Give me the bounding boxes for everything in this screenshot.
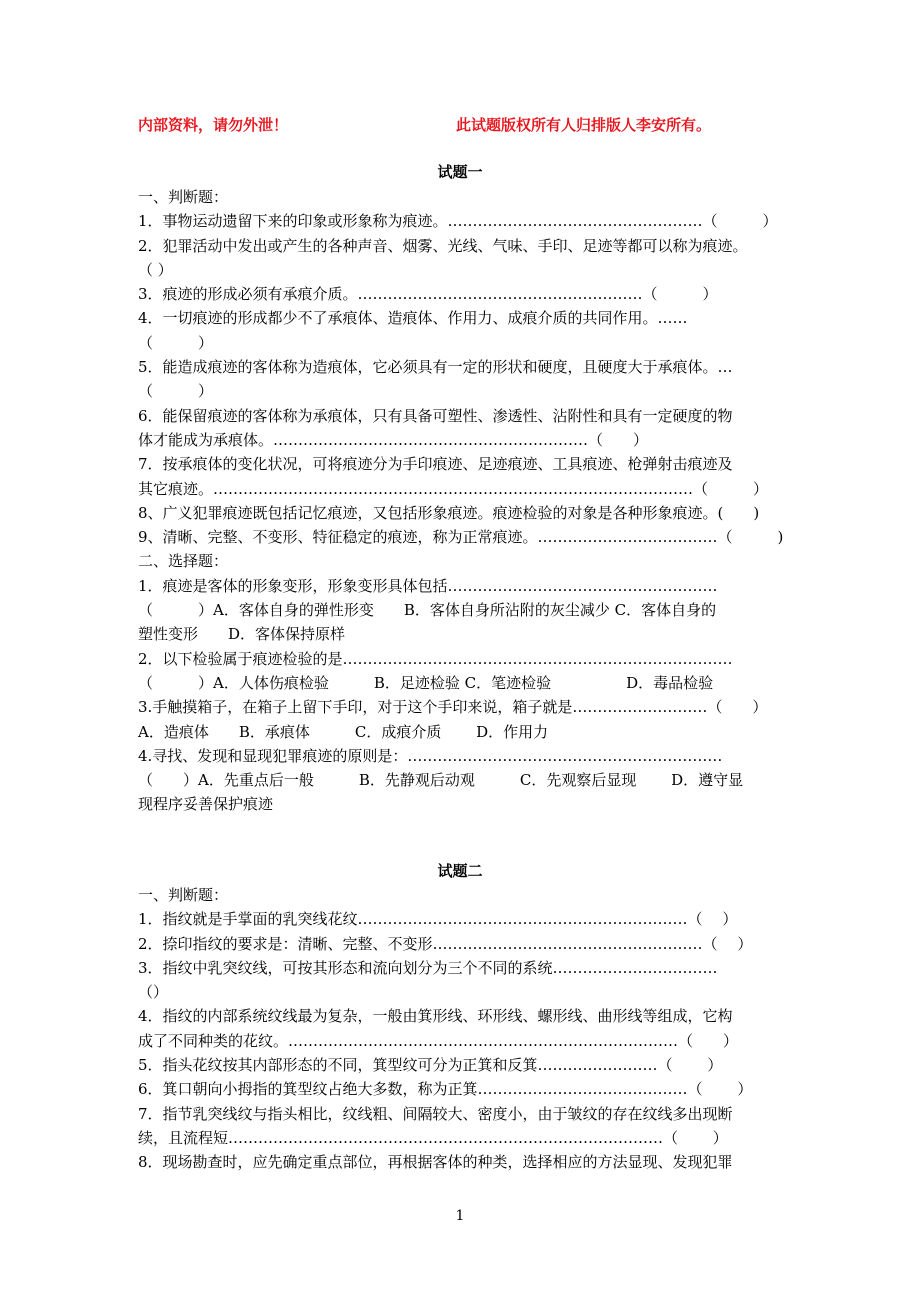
test-2-title: 试题二 xyxy=(437,862,483,880)
text-line: 6．箕口朝向小拇指的箕型纹占绝大多数，称为正箕……………………………………（ ） xyxy=(138,1080,753,1099)
text-line: 2．以下检验属于痕迹检验的是…………………………………………………………………… xyxy=(138,649,733,668)
text-line: （ ） xyxy=(138,333,214,352)
text-line: 现程序妥善保护痕迹 xyxy=(138,795,274,814)
text-line: 5．指头花纹按其内部形态的不同，箕型纹可分为正箕和反箕……………………（ ） xyxy=(138,1056,723,1075)
text-line: 4．一切痕迹的形成都少不了承痕体、造痕体、作用力、成痕介质的共同作用。…… xyxy=(138,309,688,328)
text-line: 3．痕迹的形成必须有承痕介质。…………………………………………………（ ） xyxy=(138,285,718,304)
text-line: 2．捺印指纹的要求是：清晰、完整、不变形………………………………………………（ ） xyxy=(138,934,753,953)
text-line: 塑性变形 D．客体保持原样 xyxy=(138,625,346,644)
text-line: 4．指纹的内部系统纹线最为复杂，一般由箕形线、环形线、螺形线、曲形线等组成，它构 xyxy=(138,1007,733,1026)
text-line: 6．能保留痕迹的客体称为承痕体，只有具备可塑性、渗透性、沾附性和具有一定硬度的物 xyxy=(138,406,733,425)
text-line: 成了不同种类的花纹。……………………………………………………………………（ ） xyxy=(138,1031,739,1050)
text-line: 8、广义犯罪痕迹既包括记忆痕迹，又包括形象痕迹。痕迹检验的对象是各种形象痕迹。( ) xyxy=(138,503,760,522)
text-line: 其它痕迹。……………………………………………………………………………………（ ） xyxy=(138,479,769,498)
text-line: （） xyxy=(138,983,169,1002)
text-line: 体才能成为承痕体。………………………………………………………（ ） xyxy=(138,430,649,449)
text-line: （ ） xyxy=(138,260,173,279)
test-1-title: 试题一 xyxy=(437,163,483,181)
text-line: 一、判断题： xyxy=(138,188,229,206)
text-line: 9、清晰、完整、不变形、特征稳定的痕迹，称为正常痕迹。………………………………（ ) xyxy=(138,528,784,547)
text-line: 7．按承痕体的变化状况，可将痕迹分为手印痕迹、足迹痕迹、工具痕迹、枪弹射击痕迹及 xyxy=(138,455,733,474)
test-2-questions xyxy=(138,883,788,1175)
text-line: 3.手触摸箱子，在箱子上留下手印，对于这个手印来说，箱子就是………………………（ ） xyxy=(138,698,768,717)
text-line: （ ）A．人体伤痕检验 B．足迹检验 C．笔迹检验 D．毒品检验 xyxy=(138,673,714,692)
confidential-notice: 内部资料，请勿外泄！ xyxy=(138,116,289,134)
text-line: 7．指节乳突线纹与指头相比，纹线粗、间隔较大、密度小，由于皱纹的存在纹线多出现断 xyxy=(138,1104,733,1123)
text-line: （ ）A．先重点后一般 B．先静观后动观 C．先观察后显现 D．遵守显 xyxy=(138,771,744,790)
page-number: 1 xyxy=(455,1208,465,1224)
text-line: 4.寻找、发现和显现犯罪痕迹的原则是：……………………………………………………… xyxy=(138,746,723,765)
text-line: 8．现场勘查时，应先确定重点部位，再根据客体的种类，选择相应的方法显现、发现犯罪 xyxy=(138,1153,733,1172)
text-line: 1．指纹就是手掌面的乳突线花纹…………………………………………………………（ ） xyxy=(138,910,738,929)
text-line: 2．犯罪活动中发出或产生的各种声音、烟雾、光线、气味、手印、足迹等都可以称为痕迹。 xyxy=(138,236,748,255)
text-line: 1．痕迹是客体的形象变形，形象变形具体包括……………………………………………… xyxy=(138,576,718,595)
text-line: （ ） xyxy=(138,382,214,401)
text-line: 1．事物运动遗留下来的印象或形象称为痕迹。……………………………………………（ ） xyxy=(138,212,778,231)
copyright-notice: 此试题版权所有人归排版人李安所有。 xyxy=(456,116,712,134)
text-line: 5．能造成痕迹的客体称为造痕体，它必须具有一定的形状和硬度，且硬度大于承痕体。… xyxy=(138,358,733,377)
text-line: 二、选择题： xyxy=(138,552,229,571)
text-line: 3．指纹中乳突纹线，可按其形态和流向划分为三个不同的系统…………………………… xyxy=(138,958,718,977)
text-line: A．造痕体 B．承痕体 C．成痕介质 D．作用力 xyxy=(138,722,549,741)
test-1-questions xyxy=(138,185,788,817)
text-line: 一、判断题： xyxy=(138,886,229,904)
text-line: 续，且流程短……………………………………………………………………………（ ） xyxy=(138,1128,728,1147)
text-line: （ ）A．客体自身的弹性形变 B．客体自身所沾附的灰尘减少 C．客体自身的 xyxy=(138,601,717,620)
